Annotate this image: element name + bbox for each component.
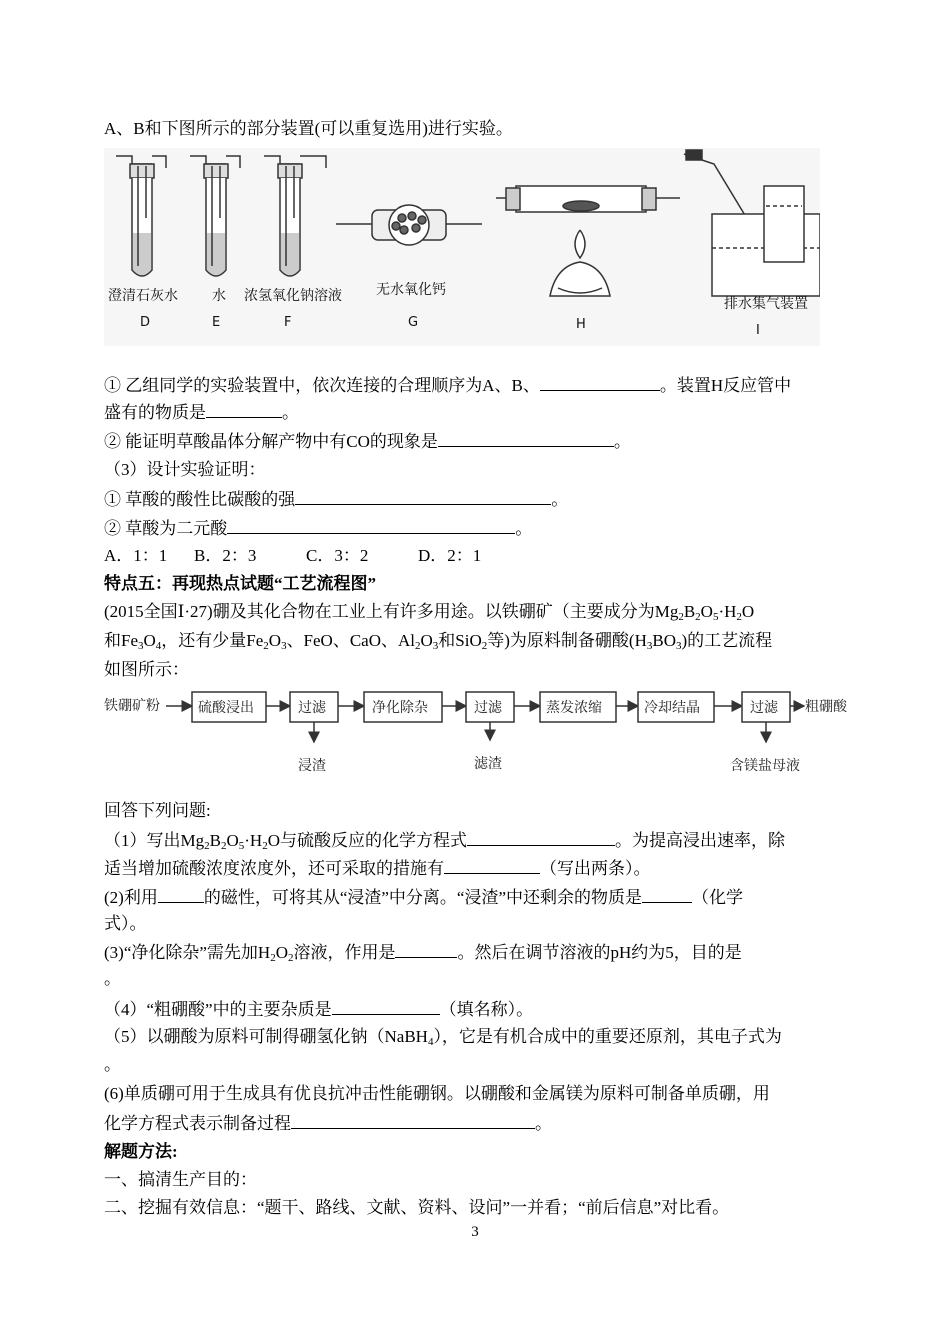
answer-1-line-1: （1）写出$Mg_2B_2O_5\cdot H_2O$与硫酸反应的化学方程式 。为提高浸出速率，除 bbox=[104, 827, 852, 854]
label-d-desc: 澄清石灰水 bbox=[108, 288, 178, 304]
label-i-desc: 排水集气装置 bbox=[724, 296, 808, 312]
blank bbox=[540, 372, 660, 391]
flow-box-1-label: 硫酸浸出 bbox=[198, 700, 254, 716]
blank bbox=[467, 827, 615, 846]
answer-5-line-1: （5）以硼酸为原料可制得硼氢化钠（NaBH$_4$），它是有机合成中的重要还原剂，其电子式为 bbox=[104, 1027, 782, 1048]
label-d: D bbox=[140, 315, 151, 330]
blank bbox=[291, 1110, 535, 1129]
answer-4-line: （4）“粗硼酸”中的主要杂质是 （填名称）。 bbox=[104, 996, 852, 1023]
choice-b: B．2：3 bbox=[194, 546, 257, 565]
process-flowchart bbox=[104, 686, 864, 782]
choices-line bbox=[104, 543, 852, 569]
flow-output-3: 含镁盐母液 bbox=[730, 758, 800, 774]
flow-box-4-label: 过滤 bbox=[474, 700, 502, 716]
flow-start-label: 铁硼矿粉 bbox=[104, 698, 160, 714]
blank bbox=[227, 515, 515, 534]
question-3-item-2: ② 草酸为二元酸 。 bbox=[104, 515, 852, 542]
label-g: G bbox=[408, 315, 419, 330]
label-g-desc: 无水氧化钙 bbox=[376, 282, 446, 298]
question-1-line-2: 盛有的物质是 。 bbox=[104, 399, 852, 426]
answer-6-line-2: 化学方程式表示制备过程 。 bbox=[104, 1110, 852, 1137]
flow-output-2: 滤渣 bbox=[474, 756, 502, 772]
apparatus-figure bbox=[104, 148, 820, 346]
method-1: 一、搞清生产目的： bbox=[104, 1170, 257, 1189]
label-f: F bbox=[284, 315, 292, 330]
choice-a: A．1：1 bbox=[104, 546, 168, 565]
answer-intro: 回答下列问题: bbox=[104, 801, 211, 820]
label-i: I bbox=[756, 323, 760, 338]
label-f-desc: 浓氢氧化钠溶液 bbox=[244, 288, 342, 304]
flow-box-5-label: 蒸发浓缩 bbox=[546, 700, 602, 716]
question-3-item-1: ① 草酸的酸性比碳酸的强 。 bbox=[104, 486, 852, 513]
blank bbox=[642, 884, 692, 903]
problem-line-2: 和$Fe_3O_4$，还有少量$Fe_2O_3$、FeO、CaO、$Al_2O_3$和SiO$_2$等)为原料制备硼酸$(H_3BO_3)$的工艺流程 bbox=[104, 631, 773, 652]
blank bbox=[395, 939, 457, 958]
flow-end-label: 粗硼酸 bbox=[805, 699, 847, 715]
problem-line-3: 如图所示： bbox=[104, 660, 189, 679]
label-h: H bbox=[576, 317, 586, 332]
blank bbox=[444, 855, 540, 874]
answer-2-line-2: 式）。 bbox=[104, 914, 147, 933]
answer-3-line-2: 。 bbox=[104, 969, 121, 988]
problem-line-1: (2015全国Ⅰ·27)硼及其化合物在工业上有许多用途。以铁硼矿（主要成分为$Mg_2B_2O_5\cdot H_2O$ bbox=[104, 602, 755, 623]
choice-c: C．3：2 bbox=[306, 546, 369, 565]
intro-line: A、B和下图所示的部分装置(可以重复选用)进行实验。 bbox=[104, 119, 513, 138]
question-3-heading: （3）设计实验证明： bbox=[104, 460, 266, 479]
flow-output-1: 浸渣 bbox=[298, 758, 326, 774]
answer-5-line-2: 。 bbox=[104, 1055, 121, 1074]
blank bbox=[295, 486, 551, 505]
answer-2-line-1: (2)利用 的磁性，可将其从“浸渣”中分离。“浸渣”中还剩余的物质是 （化学 bbox=[104, 884, 852, 911]
choice-d: D．2：1 bbox=[418, 546, 482, 565]
blank bbox=[332, 996, 440, 1015]
answer-3-line-1: (3)“净化除杂”需先加$H_2O_2$溶液，作用是 。然后在调节溶液的pH约为5，目的是 bbox=[104, 939, 852, 966]
blank bbox=[158, 884, 204, 903]
answer-6-line-1: (6)单质硼可用于生成具有优良抗冲击性能硼钢。以硼酸和金属镁为原料可制备单质硼，用 bbox=[104, 1084, 770, 1103]
question-1-line-1: ① 乙组同学的实验装置中，依次连接的合理顺序为A、B、 。装置H反应管中 bbox=[104, 372, 852, 399]
section-5-title: 特点五：再现热点试题“工艺流程图” bbox=[104, 574, 376, 593]
method-title: 解题方法: bbox=[104, 1142, 178, 1161]
answer-1-line-2: 适当增加硫酸浓度浓度外，还可采取的措施有 （写出两条）。 bbox=[104, 855, 852, 882]
flow-box-3-label: 净化除杂 bbox=[372, 700, 428, 716]
flow-box-7-label: 过滤 bbox=[750, 700, 778, 716]
blank bbox=[438, 428, 614, 447]
page-number: 3 bbox=[471, 1224, 479, 1240]
flow-box-6-label: 冷却结晶 bbox=[644, 700, 700, 716]
label-e-desc: 水 bbox=[212, 288, 226, 304]
question-2-line: ② 能证明草酸晶体分解产物中有CO的现象是 。 bbox=[104, 428, 852, 455]
label-e: E bbox=[212, 315, 221, 330]
blank bbox=[206, 399, 282, 418]
method-2: 二、挖掘有效信息：“题干、路线、文献、资料、设问”一并看；“前后信息”对比看。 bbox=[104, 1198, 730, 1217]
flow-box-2-label: 过滤 bbox=[298, 700, 326, 716]
